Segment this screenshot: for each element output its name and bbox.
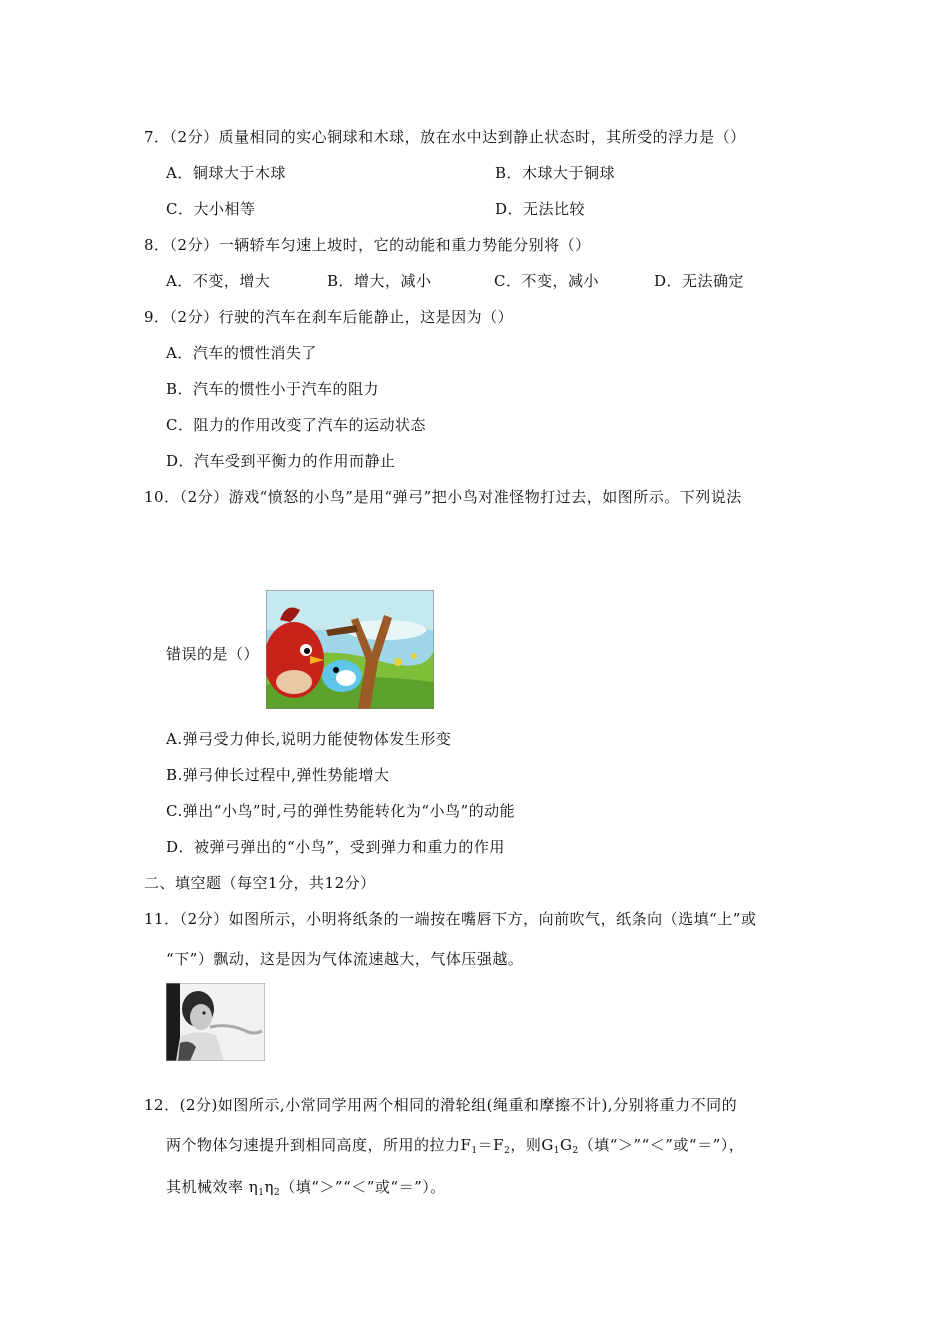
q9-option-c: C．阻力的作用改变了汽车的运动状态 [166, 416, 426, 434]
q12-stem-line1: 12．(2分)如图所示,小常同学用两个相同的滑轮组(绳重和摩擦不计),分别将重力不同的 [144, 1096, 738, 1114]
q10-stem: 10．（2分）游戏“愤怒的小鸟”是用“弹弓”把小鸟对准怪物打过去，如图所示。下列说法 [144, 488, 742, 506]
q7-option-c: C．大小相等 [166, 200, 256, 218]
angry-birds-image [266, 590, 434, 709]
q9-option-b: B．汽车的惯性小于汽车的阻力 [166, 380, 380, 398]
q7-option-a: A．铜球大于木球 [166, 164, 286, 182]
q8-option-c: C．不变，减小 [494, 272, 599, 290]
q7-option-b: B．木球大于铜球 [495, 164, 616, 182]
q11-stem-line1: 11．（2分）如图所示，小明将纸条的一端按在嘴唇下方，向前吹气，纸条向（选填“上”或 [144, 910, 757, 928]
q10-option-b: B.弹弓伸长过程中,弹性势能增大 [166, 766, 390, 784]
q10-stem-continuation: 错误的是（） [166, 645, 260, 663]
q8-option-a: A．不变，增大 [166, 272, 271, 290]
section-2-title: 二、填空题（每空1分，共12分） [144, 874, 376, 892]
q9-option-a: A．汽车的惯性消失了 [166, 344, 317, 362]
q12-stem-line3: 其机械效率 $\eta_1\eta_2$（填“＞”“＜”或“＝”）。 [166, 1178, 446, 1198]
q10-option-a: A.弹弓受力伸长,说明力能使物体发生形变 [166, 730, 452, 748]
boy-blowing-paper-image [166, 983, 265, 1061]
q8-option-d: D．无法确定 [654, 272, 745, 290]
q7-option-d: D．无法比较 [495, 200, 586, 218]
q8-stem: 8．（2分）一辆轿车匀速上坡时，它的动能和重力势能分别将（） [144, 236, 591, 254]
q10-option-c: C.弹出“小鸟”时,弓的弹性势能转化为“小鸟”的动能 [166, 802, 516, 820]
q12-stem-line2: 两个物体匀速提升到相同高度，所用的拉力$F_1=F_2$，则$G_1G_2$（填“＞”“＜”或“＝”）， [166, 1136, 745, 1156]
q7-stem: 7．（2分）质量相同的实心铜球和木球，放在水中达到静止状态时，其所受的浮力是（） [144, 128, 746, 146]
q11-stem-line2: “下”）飘动，这是因为气体流速越大，气体压强越。 [166, 950, 524, 968]
q9-stem: 9．（2分）行驶的汽车在刹车后能静止，这是因为（） [144, 308, 514, 326]
q9-option-d: D．汽车受到平衡力的作用而静止 [166, 452, 396, 470]
q8-option-b: B．增大，减小 [327, 272, 432, 290]
q10-option-d: D．被弹弓弹出的“小鸟”，受到弹力和重力的作用 [166, 838, 505, 856]
